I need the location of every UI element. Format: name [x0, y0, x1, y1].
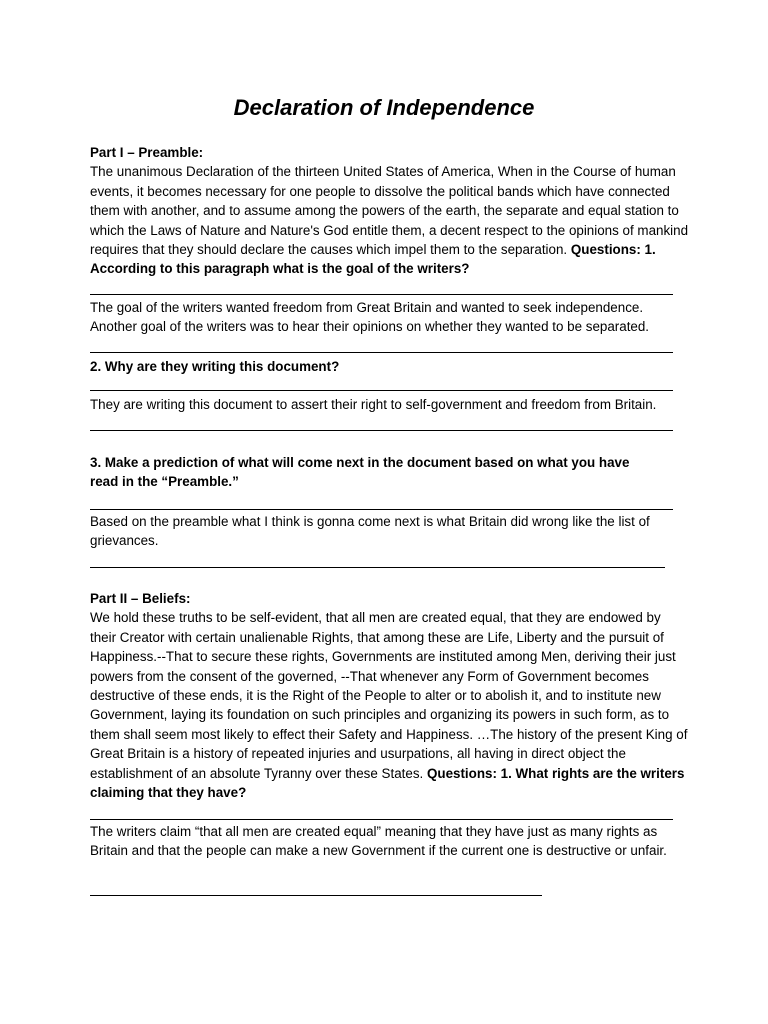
part1-answer-1: The goal of the writers wanted freedom from Great Britain and wanted to seek independence. Another goal of the writers was to hear their opinions on whether they wanted to be separated. — [90, 300, 650, 335]
answer-line — [90, 895, 542, 896]
part2-question-1: Questions: 1. What rights are the writers claiming that they have? — [90, 765, 685, 801]
part1-section — [90, 143, 690, 279]
part2-beliefs-text: We hold these truths to be self-evident, that all men are created equal, that they are endowed by their Creator with certain unalienable Rights, that among these are Life, Liberty and the pursuit of Happiness.--That to secure these rights, Governments are instituted among Men, deriving their just powers from the consent of the governed, --That whenever any Form of Government becomes destructive of these ends, it is the Right of the People to alter or to abolish it, and to institute new Government, laying its foundation on such principles and organizing its powers in such form, as to them shall seem most likely to effect their Safety and Happiness. …The history of the present King of Great Britain is a history of repeated injuries and usurpations, all having in direct object the establishment of an absolute Tyranny over these States. — [90, 610, 688, 781]
part1-answer-3: Based on the preamble what I think is gonna come next is what Britain did wrong like the list of grievances. — [90, 514, 650, 549]
part2-heading: Part II – Beliefs: — [90, 591, 191, 606]
answer-line — [90, 390, 673, 391]
answer-line — [90, 509, 673, 510]
answer-line — [90, 352, 673, 353]
part1-question-1: Questions: 1. According to this paragraph what is the goal of the writers? — [90, 242, 656, 277]
part1-question-2: 2. Why are they writing this document? — [90, 359, 340, 374]
part1-heading: Part I – Preamble: — [90, 145, 204, 160]
part1-preamble-text: The unanimous Declaration of the thirteen United States of America, When in the Course of human events, it becomes necessary for one people to dissolve the political bands which have connected them with another, and to assume among the powers of the earth, the separate and equal station to which the Laws of Nature and Nature's God entitle them, a decent respect to the opinions of mankind requires that they should declare the causes which impel them to the separation. — [90, 164, 689, 258]
answer-line — [90, 819, 673, 820]
part2-section — [90, 589, 690, 802]
part2-answer-1: The writers claim “that all men are created equal” meaning that they have just as many rights as Britain and that the people can make a new Government if the current one is destructive or unfair. — [90, 824, 667, 859]
answer-line — [90, 430, 673, 431]
answer-line — [90, 294, 673, 295]
answer-line — [90, 567, 665, 568]
part1-answer-2: They are writing this document to assert their right to self-government and freedom from Britain. — [90, 397, 657, 412]
part1-question-3: 3. Make a prediction of what will come next in the document based on what you have read in the “Preamble.” — [90, 455, 630, 490]
document-title: Declaration of Independence — [233, 95, 535, 120]
